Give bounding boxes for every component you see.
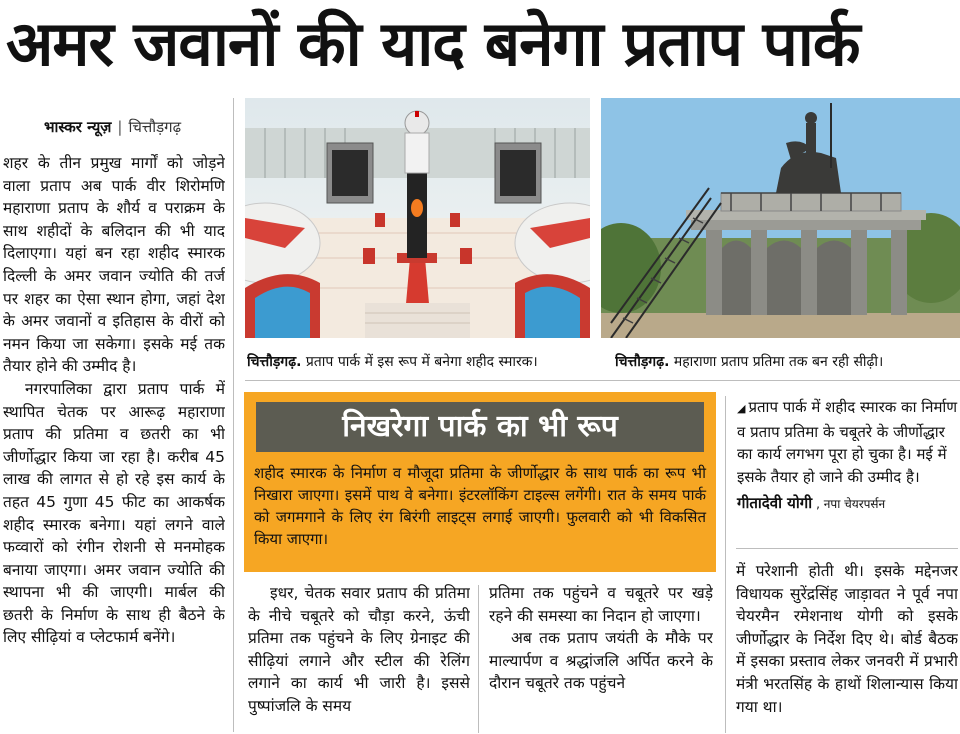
article-column-4 — [736, 560, 958, 734]
byline-separator: | — [117, 118, 123, 136]
quote-text: प्रताप पार्क में शहीद स्मारक का निर्माण व प्रताप प्रतिमा के चबूतरे के जीर्णोद्धार का कार्य लगभग पूरा हो चुका है। मई में इसके तैयार हो जाने की उम्मीद है। — [737, 398, 958, 486]
headline: अमर जवानों की याद बनेगा प्रताप पार्क — [6, 7, 860, 80]
article-column-3 — [489, 582, 713, 734]
caption-place: चित्तौड़गढ़. — [247, 354, 302, 370]
caption-text: प्रताप पार्क में इस रूप में बनेगा शहीद स्मारक। — [305, 354, 538, 370]
column-divider — [725, 396, 726, 733]
quote-attribution — [737, 492, 959, 516]
byline — [44, 117, 181, 137]
paragraph-1: शहर के तीन प्रमुख मार्गों को जोड़ने वाला प्रताप अब पार्क वीर शिरोमणि महाराणा प्रताप के शौर्य व पराक्रम के साथ शहीदों के बलिदान की भी याद दिलाएगा। यहां बन रहा शहीद स्मारक दिल्ली के अमर जवान ज्योति की तर्ज पर शहर का ऐसा स्थान होगा, जहां देश के अमर जवानों व इतिहास के वीरों को नमन किया जा सकेगा। इसके मई तक तैयार होने की उम्मीद है। — [3, 154, 225, 376]
article-column-1 — [3, 152, 225, 732]
paragraph: प्रतिमा तक पहुंचने व चबूतरे पर खड़े रहने की समस्या का निदान हो जाएगा। — [489, 584, 713, 625]
section-divider — [245, 380, 960, 381]
quote-role: , नपा चेयरपर्सन — [816, 497, 886, 511]
pratap-statue-photo — [601, 98, 960, 338]
highlight-box-title: निखरेगा पार्क का भी रूप — [256, 402, 704, 452]
highlight-box — [244, 392, 716, 572]
quote-name: गीतादेवी योगी — [737, 494, 813, 512]
column-divider — [478, 585, 479, 733]
photo-caption-right — [615, 352, 960, 372]
quote-arrow-icon: ◢ — [737, 402, 746, 415]
memorial-rendering-photo — [245, 98, 590, 338]
official-quote — [737, 396, 959, 516]
caption-text: महाराणा प्रताप प्रतिमा तक बन रही सीढ़ी। — [673, 354, 884, 370]
paragraph: में परेशानी होती थी। इसके मद्देनजर विधायक सुरेंद्रसिंह जाड़ावत ने पूर्व नपा चेयरमैन रमेशनाथ योगी को इसके जीर्णोद्धार के निर्देश दिए थे। बोर्ड बैठक में इसका प्रस्ताव लेकर जनवरी में प्रभारी मंत्री भरतसिंह के हाथों शिलान्यास किया गया था। — [736, 562, 958, 716]
byline-source: भास्कर न्यूज़ — [44, 118, 112, 136]
photo-caption-left — [247, 352, 592, 372]
column-divider — [233, 98, 234, 732]
byline-city: चित्तौड़गढ़ — [128, 118, 182, 136]
paragraph: अब तक प्रताप जयंती के मौके पर माल्यार्पण व श्रद्धांजलि अर्पित करने के दौरान चबूतरे तक पहुंचने — [489, 629, 713, 693]
article-column-2 — [248, 582, 470, 734]
paragraph: इधर, चेतक सवार प्रताप की प्रतिमा के नीचे चबूतरे को चौड़ा करने, ऊंची प्रतिमा तक पहुंचने के लिए ग्रेनाइट की सीढ़ियां लगाने और स्टील की रेलिंग लगाने का कार्य भी जारी है। इससे पुष्पांजलि के समय — [248, 584, 470, 715]
caption-place: चित्तौड़गढ़. — [615, 354, 670, 370]
quote-divider — [736, 548, 958, 549]
paragraph-2: नगरपालिका द्वारा प्रताप पार्क में स्थापित चेतक पर आरूढ़ महाराणा प्रताप की प्रतिमा व छतरी का भी जीर्णोद्धार किया जा रहा है। करीब 45 लाख की लागत से हो रहे इस कार्य के तहत 45 गुणा 45 फीट का आकर्षक शहीद स्मारक बनेगा। यहां लगने वाले फव्वारों को रंगीन रोशनी से मनमोहक बनाया जाएगा। अमर जवान ज्योति की स्थापना भी की जाएगी। मार्बल की छतरी के निर्माण के साथ ही बैठने के लिए सीढ़ियां व प्लेटफार्म बनेंगे। — [3, 379, 225, 647]
highlight-box-text: शहीद स्मारक के निर्माण व मौजूदा प्रतिमा के जीर्णोद्धार के साथ पार्क का रूप भी निखारा जाएगा। इसमें पाथ वे बनेगा। इंटरलॉकिंग टाइल्स लगेंगी। रात के समय पार्क को जगमगाने के लिए रंग बिरंगी लाइट्स लगाई जाएगी। फुलवारी को भी विकसित किया जाएगा। — [254, 464, 706, 548]
